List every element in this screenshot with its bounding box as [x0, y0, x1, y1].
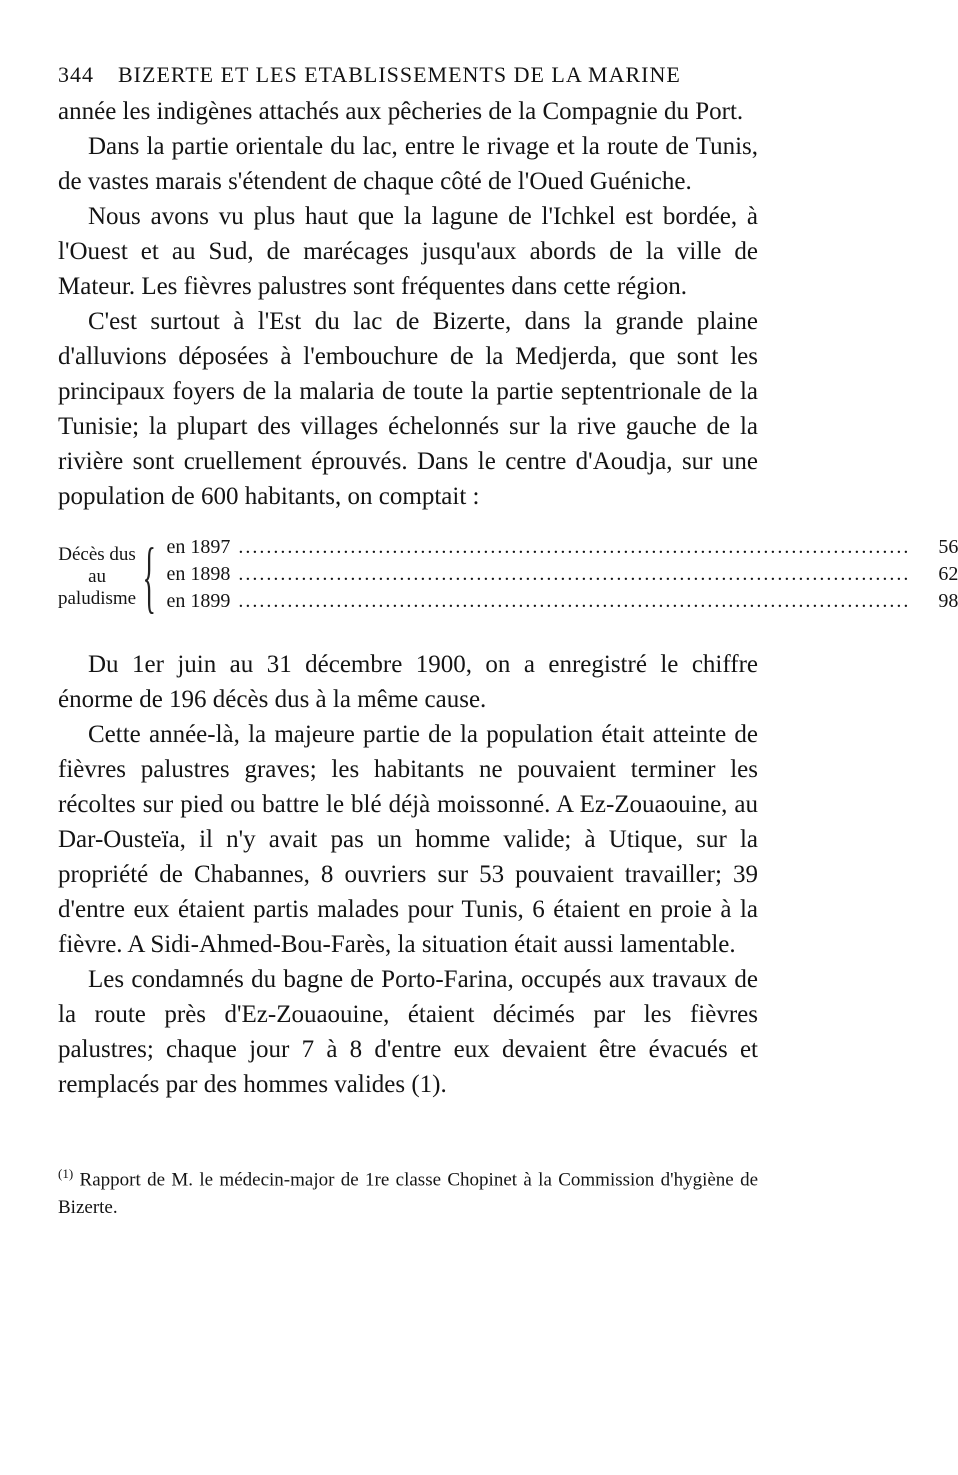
running-header — [58, 62, 758, 88]
footnote-marker: (1) — [58, 1166, 74, 1181]
table-year: en 1899 — [166, 590, 231, 612]
table-row — [167, 563, 958, 590]
paragraph: Les condamnés du bagne de Porto-Farina, occupés aux travaux de la route près d'Ez-Zouaouine, étaient décimés par les fièvres palustres; chaque jour 7 à 8 d'entre eux devaient être évacués et remplacés par des hommes valides (1). — [58, 966, 758, 1098]
paragraph-continued: année les indigènes attachés aux pêcheries de la Compagnie du Port. — [58, 98, 744, 125]
footnote-text: Rapport de M. le médecin-major de 1re classe Chopinet à la Commission d'hygiène de Bizerte. — [58, 1169, 759, 1219]
leader-dots — [238, 590, 910, 613]
paragraph: Cette année-là, la majeure partie de la population était atteinte de fièvres palustres graves; les habitants ne pouvaient terminer les récoltes sur pied ou battre le blé déjà moissonné. A Ez-Zouaouine, au Dar-Ousteïa, il n'y avait pas un homme valide; à Utique, sur la propriété de Chabannes, 8 ouvriers sur 53 pouvaient travailler; 39 d'entre eux étaient partis malades pour Tunis, 6 étaient en proie à la fièvre. A Sidi-Ahmed-Bou-Farès, la situation était aussi lamentable. — [58, 721, 758, 958]
paragraph: Dans la partie orientale du lac, entre le rivage et la route de Tunis, de vastes marais s'étendent de chaque côté de l'Oued Guéniche. — [58, 133, 758, 195]
leader-dots — [238, 536, 910, 559]
deaths-label-line: Décès dus — [58, 543, 136, 565]
deaths-table — [58, 532, 958, 621]
brace-glyph: { — [142, 532, 157, 621]
table-row — [167, 590, 958, 617]
deaths-table-label — [58, 544, 136, 610]
deaths-table-rows — [167, 536, 958, 617]
deaths-label-line: au paludisme — [58, 565, 137, 609]
table-value: 56 — [938, 536, 958, 558]
paragraph: C'est surtout à l'Est du lac de Bizerte, dans la grande plaine d'alluvions déposées à l'embouchure de la Medjerda, que sont les principaux foyers de la malaria de toute la partie septentrionale de la Tunisie; la plupart des villages échelonnés sur la rive gauche de la rivière sont cruellement éprouvés. Dans le centre d'Aoudja, sur une population de 600 habitants, on comptait : — [58, 308, 758, 510]
footnote — [58, 1160, 758, 1222]
table-row — [167, 536, 958, 563]
paragraph: Nous avons vu plus haut que la lagune de l'Ichkel est bordée, à l'Ouest et au Sud, de marécages jusqu'aux abords de la ville de Mateur. Les fièvres palustres sont fréquentes dans cette région. — [58, 203, 758, 300]
leader-dots — [238, 563, 910, 586]
paragraph: Du 1er juin au 31 décembre 1900, on a enregistré le chiffre énorme de 196 décès dus à la même cause. — [58, 651, 758, 713]
body-text — [58, 94, 958, 1102]
book-page — [58, 62, 958, 1222]
table-year: en 1898 — [166, 563, 231, 585]
page-number: 344 — [58, 62, 94, 87]
running-title: BIZERTE ET LES ETABLISSEMENTS DE LA MARINE — [118, 62, 681, 87]
table-value: 62 — [938, 563, 958, 585]
table-value: 98 — [938, 590, 958, 612]
table-year: en 1897 — [166, 536, 231, 558]
